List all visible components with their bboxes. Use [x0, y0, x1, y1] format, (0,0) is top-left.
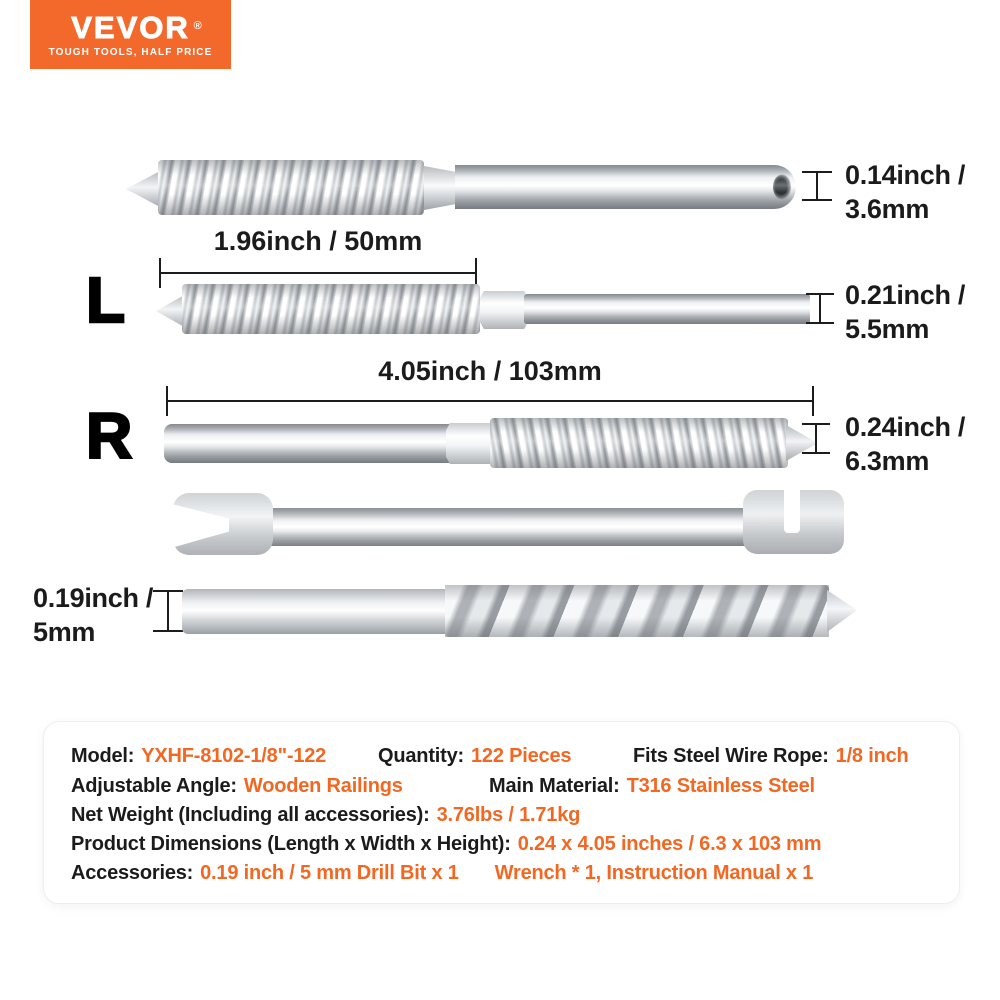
top-screw-threads	[158, 160, 424, 215]
right-screw-total-length-label: 4.05inch / 103mm	[378, 356, 602, 386]
left-screw-hex-nut	[480, 291, 528, 329]
spec-dimensions: Product Dimensions (Length x Width x Height): 0.24 x 4.05 inches / 6.3 x 103 mm	[71, 833, 822, 855]
left-screw-threads	[182, 284, 480, 334]
spec-angle: Adjustable Angle: Wooden Railings	[71, 775, 403, 797]
top-screw-swage-tube	[455, 165, 796, 209]
left-screw-swage-tube	[524, 294, 810, 324]
right-screw-swage-rod	[164, 424, 454, 463]
spec-row-5	[71, 862, 939, 886]
top-screw-diameter-label: 0.14inch / 3.6mm	[845, 160, 966, 224]
right-screw-diameter-label: 0.24inch / 6.3mm	[845, 412, 966, 476]
letter-l-label: L	[86, 264, 126, 336]
left-screw-thread-length-label: 1.96inch / 50mm	[213, 226, 423, 256]
spec-row-2	[71, 775, 939, 799]
wrench-open-end-right	[743, 490, 844, 554]
spec-row-1	[71, 745, 939, 769]
left-screw-diameter-label: 0.21inch / 5.5mm	[845, 280, 966, 344]
spec-model: Model: YXHF-8102-1/8"-122	[71, 745, 327, 767]
right-screw-diameter-marker	[802, 423, 830, 454]
top-screw-collar	[424, 166, 457, 210]
right-screw-length-marker	[166, 386, 814, 416]
drill-bit-flutes	[445, 585, 829, 637]
wrench-shaft	[255, 508, 760, 546]
right-screw-threads	[490, 418, 788, 468]
right-screw-hex-nut	[446, 423, 494, 464]
brand-logo	[30, 0, 231, 69]
spec-rope: Fits Steel Wire Rope: 1/8 inch	[633, 745, 909, 767]
spec-accessories-2: Wrench * 1, Instruction Manual x 1	[494, 862, 814, 884]
spec-row-3	[71, 804, 939, 828]
wrench-left-jaw-opening	[171, 502, 229, 548]
drill-bit-image	[182, 585, 872, 637]
top-screw-diameter-marker	[802, 171, 832, 201]
wrench-right-slot	[784, 488, 800, 533]
spec-quantity: Quantity: 122 Pieces	[378, 745, 572, 767]
registered-mark: ®	[193, 19, 204, 32]
top-screw-tip	[126, 171, 160, 207]
brand-name: VEVOR ®	[71, 9, 204, 45]
drill-bit-shank	[182, 589, 452, 634]
wrench-image	[167, 488, 860, 558]
spec-material: Main Material: T316 Stainless Steel	[489, 775, 815, 797]
spec-card	[43, 721, 960, 904]
letter-r-label: R	[86, 400, 133, 472]
spec-row-4	[71, 833, 939, 857]
left-screw-diameter-marker	[806, 293, 834, 324]
brand-tagline: TOUGH TOOLS, HALF PRICE	[48, 46, 213, 58]
spec-weight: Net Weight (Including all accessories): 3.76lbs / 1.71kg	[71, 804, 581, 826]
top-screw-tube-hole	[773, 175, 791, 200]
spec-accessories: Accessories: 0.19 inch / 5 mm Drill Bit x 1	[71, 862, 459, 884]
drill-bit-diameter-label: 0.19inch / 5mm	[33, 583, 154, 647]
drill-bit-diameter-marker	[153, 590, 183, 632]
wrench-open-end-left	[173, 493, 273, 555]
drill-bit-tip	[827, 590, 857, 632]
